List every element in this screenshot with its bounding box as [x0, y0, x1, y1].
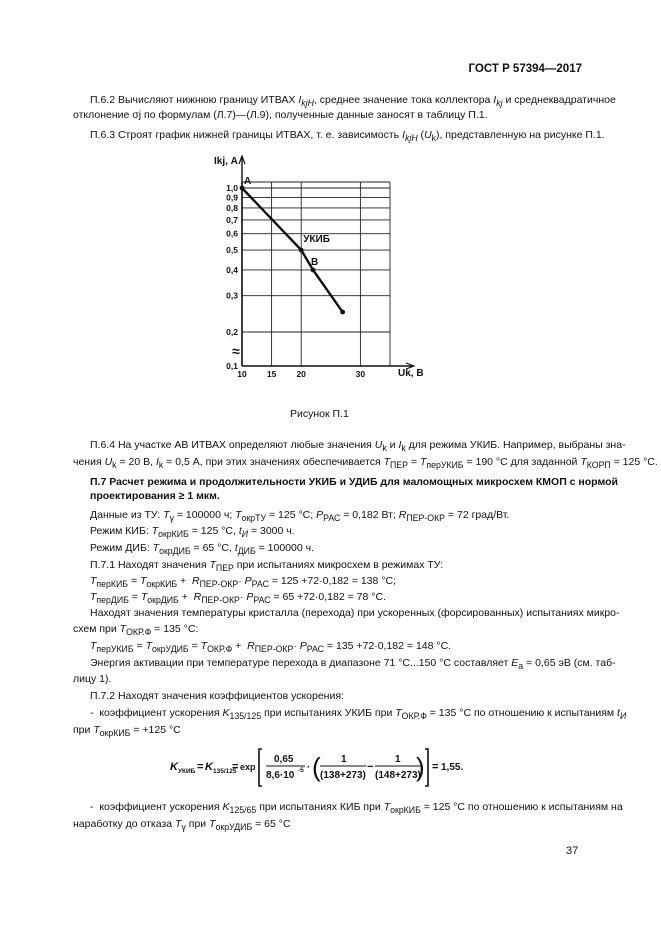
- y-tick-label: 0,5: [226, 245, 238, 256]
- kib-mode: Режим КИБ: $T_{окрКИБ} = 125$ °С, $t_И = 3000$ ч.: [90, 525, 295, 540]
- ea-line2: лицу 1).: [73, 673, 112, 685]
- itvah-chart: [200, 150, 430, 390]
- y-tick-label: 0,3: [226, 290, 238, 301]
- y-tick-label: 0,6: [226, 228, 238, 239]
- page-number: 37: [566, 845, 579, 857]
- eq-tper-kib: $T_{перКИБ} = T_{окрКИБ} + R_{ПЕР-ОКР}\cdot P_{РАС} = 125 +72\cdot 0,182 = 138$ °С;: [90, 575, 396, 590]
- k125-line1: - коэффициент ускорения $K_{125/65}$ при испытаниях КИБ при $T_{окрКИБ} = 125$ °С по отношению к испытаниям на: [90, 801, 623, 816]
- y-tick-label: 0,7: [226, 214, 238, 225]
- point-label: A: [244, 176, 252, 187]
- formula-eq2: =: [232, 761, 239, 773]
- formula-eq1: =: [197, 761, 204, 773]
- x-tick-label: 30: [355, 369, 366, 379]
- tu-data: Данные из ТУ: $T_\gamma = 100000$ ч; $T_{окрТУ} = 125$ °С; $P_{РАС} = 0,182$ Вт; $R_{ПЕР-ОКР} = 72$ град/Вт.: [90, 509, 510, 524]
- y-tick-label: 0,4: [226, 264, 238, 275]
- para-6-2-line1: П.6.2 Вычисляют нижнюю границу ИТВАХ $I_{kjH}$, среднее значение тока коллектора $I_{kj}$ и среднеквадратичное: [90, 94, 616, 109]
- para-7-1: П.7.1 Находят значения $T_{ПЕР}$ при испытаниях микросхем в режимах ТУ:: [90, 559, 444, 574]
- formula-left-bracket: [259, 749, 262, 786]
- x-tick-label: 10: [237, 369, 247, 379]
- ea-line1: Энергия активации при температуре перехода в диапазоне 71 °С...150 °С составляет $E_a = 0,65$ эВ (см. таб-: [90, 657, 616, 672]
- y-tick-label: 0,9: [226, 192, 238, 203]
- x-tick-label: 15: [266, 369, 277, 379]
- series-point: [299, 248, 304, 253]
- formula-left-paren: (: [312, 752, 321, 782]
- document-header: ГОСТ Р 57394—2017: [468, 63, 582, 75]
- formula-lhs1: K: [170, 761, 178, 773]
- k125-line2: наработку до отказа $T_\gamma$ при $T_{окрУДИБ} = 65$ °С: [73, 818, 291, 833]
- series-point: [311, 268, 316, 273]
- formula-den-exp: -5: [298, 767, 304, 774]
- y-tick-label: 1,0: [226, 183, 238, 193]
- para-7-2: П.7.2 Находят значения коэффициентов ускорения:: [90, 690, 344, 702]
- formula-num: 0,65: [274, 754, 294, 765]
- formula-right-bracket: [425, 749, 428, 786]
- para-6-4-line1: П.6.4 На участке АВ ИТВАХ определяют любые значения $U_k$ и $I_k$ для режима УКИБ. Например, выбраны зна-: [90, 439, 626, 454]
- eq-tper-dib: $T_{перДИБ} = T_{окрДИБ} + R_{ПЕР-ОКР}\cdot P_{РАС} = 65 +72\cdot 0,182 = 78$ °С.: [90, 591, 386, 606]
- formula-lhs2: K: [205, 761, 213, 773]
- acceleration-formula: [170, 745, 470, 789]
- accel-line1: Находят значения температуры кристалла (перехода) при ускоренных (форсированных) испытаниях микро-: [90, 607, 620, 619]
- formula-eq3: =: [432, 761, 439, 773]
- formula-result: 1,55.: [441, 762, 464, 773]
- point-label: УКИБ: [303, 234, 330, 246]
- formula-lhs2-sub: 135/125: [213, 768, 237, 775]
- point-label: B: [311, 256, 319, 268]
- para-6-2-line2: отклонение σj по формулам (Л.7)—(Л.9), полученные данные заносят в таблицу П.1.: [73, 109, 488, 121]
- formula-minus: −: [367, 761, 374, 773]
- formula-lhs1-sub: УКИБ: [178, 768, 196, 775]
- chart-ticks: [226, 183, 365, 379]
- formula-den1: (138+273): [320, 770, 366, 781]
- series-point: [340, 310, 345, 315]
- k135-line2: при $T_{окрКИБ} = +125$ °С: [73, 724, 181, 739]
- section-7-title-line2: проектирования ≥ 1 мкм.: [90, 490, 220, 502]
- y-tick-label: 0,1: [226, 361, 238, 371]
- section-7-title-line1: П.7 Расчет режима и продолжительности УКИБ и УДИБ для маломощных микросхем КМОП с нормой: [90, 476, 618, 488]
- chart-labels: [214, 156, 424, 379]
- formula-one1: 1: [341, 754, 347, 765]
- y-tick-label: 0,8: [226, 202, 238, 213]
- k135-line1: - коэффициент ускорения $K_{135/125}$ при испытаниях УКИБ при $T_{ОКР.Ф} = 135$ °С по отношению к испытаниям $t_И$: [90, 707, 627, 722]
- y-axis-label: Ikj, А: [214, 156, 238, 167]
- axis-break-symbol: ≈: [232, 343, 240, 359]
- x-tick-label: 20: [296, 369, 306, 379]
- x-axis-label: Uk, В: [398, 368, 424, 379]
- formula-den: 8,6·10: [266, 770, 295, 781]
- y-tick-label: 0,2: [226, 327, 238, 337]
- formula-one2: 1: [395, 754, 401, 765]
- accel-line2: схем при $T_{ОКР.Ф} = 135$ °С:: [73, 623, 199, 638]
- formula-dot: ·: [307, 762, 311, 773]
- formula-exp: exp: [240, 762, 256, 772]
- eq-tper-ukib: $T_{перУКИБ} = T_{окрУДИБ} = T_{ОКР.Ф} + R_{ПЕР-ОКР}\cdot P_{РАС} = 135 +72\cdot 0,182 = 148$ °С.: [90, 640, 452, 655]
- formula-right-paren: ): [416, 752, 425, 782]
- para-6-3: П.6.3 Строят график нижней границы ИТВАХ, т. е. зависимость $I_{kjH}$ $(U_k)$, представленную на рисунке П.1.: [90, 129, 605, 144]
- para-6-4-line2: чения $U_k = 20$ В, $I_k = 0,5$ А, при этих значениях обеспечивается $T_{ПЕР} = T_{перУКИБ} = 190$ °С для заданной $T_{КОРП} = 125$ °С.: [73, 456, 658, 471]
- formula-den2: (148+273): [375, 770, 421, 781]
- dib-mode: Режим ДИБ: $T_{окрДИБ} = 65$ °С, $t_{ДИБ} = 100000$ ч.: [90, 542, 315, 557]
- figure-caption: Рисунок П.1: [290, 408, 349, 420]
